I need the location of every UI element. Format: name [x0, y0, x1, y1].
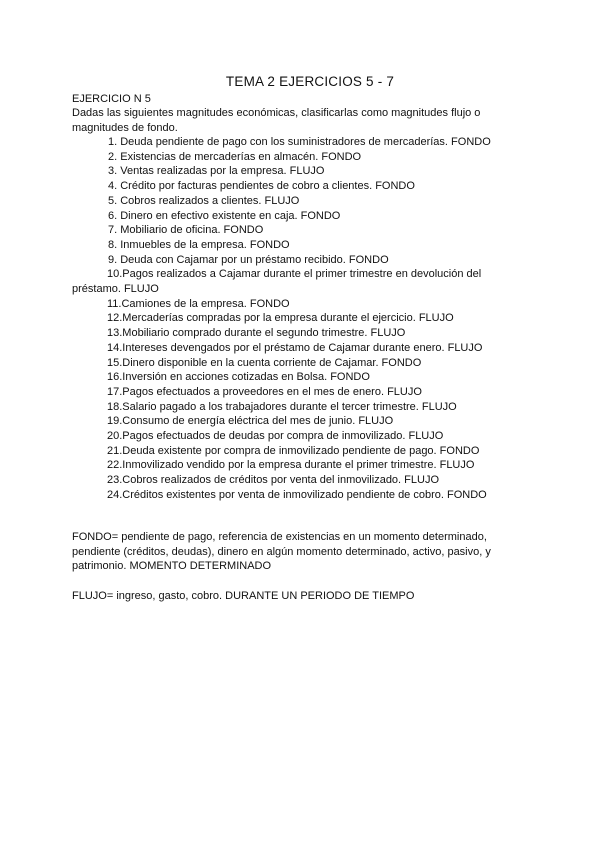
definition-flujo: FLUJO= ingreso, gasto, cobro. DURANTE UN PERIODO DE TIEMPO	[72, 590, 415, 602]
list-item-text: 10.Pagos realizados a Cajamar durante el primer trimestre en devolución del préstamo. FLUJO	[72, 268, 482, 296]
document-title: TEMA 2 EJERCICIOS 5 - 7	[225, 74, 395, 89]
list-item	[72, 194, 512, 209]
list-item	[72, 135, 512, 150]
list-item	[72, 209, 512, 224]
list-item	[72, 326, 512, 341]
exercise-intro: Dadas las siguientes magnitudes económicas, clasificarlas como magnitudes flujo o magnitudes de fondo.	[72, 107, 481, 134]
list-item-text: 11.Camiones de la empresa. FONDO	[107, 297, 290, 310]
list-item	[72, 267, 512, 296]
list-item-text: 4. Crédito por facturas pendientes de cobro a clientes. FONDO	[108, 180, 415, 193]
list-item-text: 20.Pagos efectuados de deudas por compra de inmovilizado. FLUJO	[107, 430, 444, 443]
list-item	[72, 150, 512, 165]
list-item-text: 13.Mobiliario comprado durante el segundo trimestre. FLUJO	[107, 327, 406, 340]
list-item	[72, 179, 512, 194]
list-item-text: 7. Mobiliario de oficina. FONDO	[108, 224, 264, 237]
list-item-text: 2. Existencias de mercaderías en almacén. FONDO	[108, 150, 362, 163]
list-item-text: 1. Deuda pendiente de pago con los suministradores de mercaderías. FONDO	[108, 136, 491, 148]
list-item-text: 15.Dinero disponible en la cuenta corriente de Cajamar. FONDO	[107, 356, 422, 369]
list-item	[72, 444, 512, 459]
list-item-text: 16.Inversión en acciones cotizadas en Bolsa. FONDO	[107, 371, 370, 384]
list-item	[72, 473, 512, 488]
list-item	[72, 488, 512, 503]
list-item	[72, 297, 512, 312]
list-item-text: 22.Inmovilizado vendido por la empresa durante el primer trimestre. FLUJO	[107, 459, 475, 472]
list-item-text: 14.Intereses devengados por el préstamo de Cajamar durante enero. FLUJO	[107, 341, 483, 354]
list-item	[72, 429, 512, 444]
list-item	[72, 253, 512, 268]
list-item	[72, 238, 512, 253]
list-item	[72, 414, 512, 429]
list-item	[72, 223, 512, 238]
list-item	[72, 400, 512, 415]
list-item	[72, 341, 512, 356]
list-item-text: 19.Consumo de energía eléctrica del mes de junio. FLUJO	[107, 415, 394, 428]
list-item-text: 17.Pagos efectuados a proveedores en el mes de enero. FLUJO	[107, 385, 422, 398]
list-item	[72, 385, 512, 400]
list-item	[72, 370, 512, 385]
list-item-text: 5. Cobros realizados a clientes. FLUJO	[108, 194, 300, 207]
list-item-text: 23.Cobros realizados de créditos por venta del inmovilizado. FLUJO	[107, 474, 439, 487]
exercise-heading: EJERCICIO N 5	[72, 93, 151, 105]
list-item-text: 12.Mercaderías compradas por la empresa durante el ejercicio. FLUJO	[107, 312, 454, 325]
list-item-text: 21.Deuda existente por compra de inmovilizado pendiente de pago. FONDO	[107, 444, 480, 457]
list-item-text: 6. Dinero en efectivo existente en caja. FONDO	[108, 209, 341, 222]
list-item	[72, 356, 512, 371]
list-item	[72, 458, 512, 473]
list-item-text: 9. Deuda con Cajamar por un préstamo recibido. FONDO	[108, 253, 389, 266]
list-item-text: 3. Ventas realizadas por la empresa. FLUJO	[108, 165, 325, 178]
definition-fondo: FONDO= pendiente de pago, referencia de existencias en un momento determinado, pendiente (créditos, deudas), dinero en algún momento determinado, activo, pasivo, y patrimonio. MOMENTO DETERMINADO	[72, 531, 491, 573]
list-item-text: 24.Créditos existentes por venta de inmovilizado pendiente de cobro. FONDO	[107, 488, 487, 501]
magnitudes-list	[72, 135, 512, 503]
list-item-text: 18.Salario pagado a los trabajadores durante el tercer trimestre. FLUJO	[107, 400, 457, 413]
list-item	[72, 164, 512, 179]
list-item-text: 8. Inmuebles de la empresa. FONDO	[108, 238, 290, 251]
list-item	[72, 311, 512, 326]
